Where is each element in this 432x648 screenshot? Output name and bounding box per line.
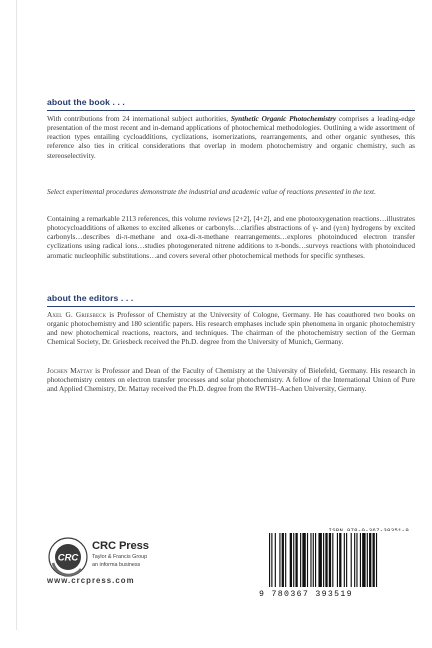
publisher-business: an informa business	[92, 562, 141, 568]
about-book-heading: about the book . . .	[47, 97, 125, 107]
barcode-bar	[290, 533, 292, 587]
barcode-bar	[318, 533, 321, 587]
barcode-bar	[310, 533, 311, 587]
barcode-bar	[313, 533, 314, 587]
barcode-bar	[373, 533, 375, 587]
editor-1-text: is Professor of Chemistry at the University of Cologne, Germany. He has coauthored two books on organic photochemistry and 180 scientific papers. His research emphases include spin phenomena in organic photochemistry and new photochemical reactions, reactors, and techniques. The chairman of the photochemistry section of the German Chemical Society, Dr. Griesbeck received the Ph.D. degree from the University of Munich, Germany.	[47, 310, 415, 347]
barcode-bar	[351, 533, 352, 587]
crc-press-logo	[47, 535, 92, 580]
about-book-p1-body: comprises a leading-edge presentation of the most recent and in-demand applications of photochemical methodologies. Outlining a wide assortment of reaction types entailing cycloadditions, cyclizations, isomerizations, rearrangements, and other organic syntheses, this reference also ties in critical considerations that overlap in modern photochemistry and organic chemistry, such as stereoselectivity.	[47, 114, 415, 160]
about-book-p1-lead: With contributions from 24 international subject authorities,	[47, 114, 231, 123]
barcode-bar	[285, 533, 286, 587]
about-book-rule	[47, 110, 415, 111]
barcode-bar	[275, 533, 276, 587]
barcode-bar	[295, 533, 297, 587]
book-title-inline: Synthetic Organic Photochemistry	[230, 114, 337, 123]
barcode-bar	[325, 533, 327, 587]
page-bottom-margin	[0, 630, 432, 648]
barcode-bar	[315, 533, 316, 587]
barcode-bar	[300, 533, 301, 587]
barcode-bar	[329, 533, 331, 587]
barcode-bar	[332, 533, 333, 587]
publisher-url: www.crcpress.com	[47, 576, 135, 585]
about-book-paragraph-3: Containing a remarkable 2113 references, this volume reviews [2+2], [4+2], and ene photooxygenation reactions…illustrates photocycloadditions of alkenes to excited alkenes or carbonyls…clarifies abstractions of γ- and (γ±n) hydrogens by excited carbonyls…describes di-π-methane and oxa-di-π-methane rearrangements…explores photoinduced electron transfer cyclizations using radical ions…studies photogenerated nitrene additions to π-bonds…surveys reactions with photoinduced aromatic nucleophilic substitutions…and covers several other photochemical methods for specific syntheses.	[47, 214, 415, 260]
barcode-bar	[339, 533, 341, 587]
barcode-bar	[323, 533, 324, 587]
barcode-bar	[362, 533, 365, 587]
about-book-paragraph-2: Select experimental procedures demonstrate the industrial and academic value of reactions presented in the text.	[47, 187, 376, 196]
about-editors-heading: about the editors . . .	[47, 293, 134, 303]
barcode-bar	[282, 533, 284, 587]
publisher-group: Taylor & Francis Group	[92, 554, 148, 560]
barcode-bar	[360, 533, 361, 587]
logo-text: CRC	[57, 552, 79, 564]
editor-2-bio	[47, 366, 415, 393]
barcode-bar	[279, 533, 280, 587]
barcode-bar	[344, 533, 345, 587]
barcode-bar	[271, 533, 272, 587]
barcode-bar	[369, 533, 371, 587]
barcode-bar	[293, 533, 294, 587]
about-editors-rule	[47, 306, 415, 307]
barcode-bar	[376, 533, 377, 587]
barcode-bar	[302, 533, 305, 587]
barcode-bar	[356, 533, 357, 587]
barcode-bar	[346, 533, 347, 587]
barcode-bars	[259, 531, 409, 591]
editor-2-text: is Professor and Dean of the Faculty of Chemistry at the University of Bielefeld, Germany. His research in photochemistry centers on electron transfer processes and solar photochemistry. A fellow of the International Union of Pure and Applied Chemistry, Dr. Mattay received the Ph.D. degree from the RWTH–Aachen University, Germany.	[47, 366, 415, 394]
about-book-paragraph-1	[47, 114, 415, 160]
barcode-bar	[367, 533, 368, 587]
barcode-bar	[307, 533, 308, 587]
crc-logo-icon	[47, 535, 92, 580]
barcode-bar	[354, 533, 355, 587]
barcode-bar	[337, 533, 338, 587]
editor-2-name: Jochen Mattay	[47, 366, 93, 375]
publisher-name: CRC Press	[92, 540, 149, 552]
editor-1-name: Axel G. Griesbeck	[47, 310, 107, 319]
barcode-digits: 9 780367 393519	[259, 590, 353, 599]
editor-1-bio	[47, 310, 415, 347]
barcode-bar	[269, 533, 270, 587]
